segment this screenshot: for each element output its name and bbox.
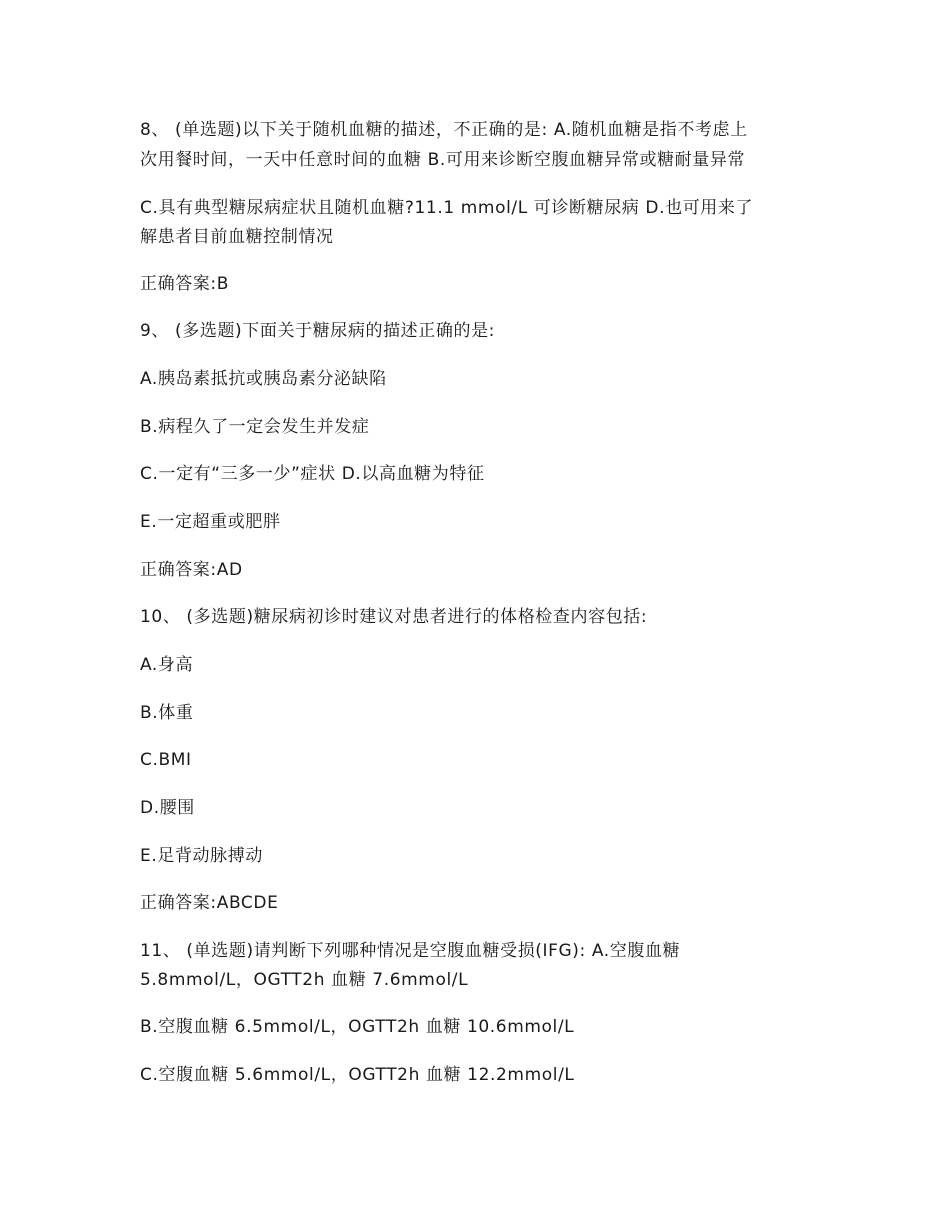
q11-option-b: B.空腹血糖 6.5mmol/L，OGTT2h 血糖 10.6mmol/L <box>140 1017 575 1037</box>
q8-answer: 正确答案:B <box>140 274 229 294</box>
q8-question-line-3: C.具有典型糖尿病症状且随机血糖?11.1 mmol/L 可诊断糖尿病 D.也可用来了 <box>140 198 754 218</box>
q10-answer: 正确答案:ABCDE <box>140 893 279 913</box>
q10-option-a: A.身高 <box>140 655 194 675</box>
q11-question-line-2: 5.8mmol/L，OGTT2h 血糖 7.6mmol/L <box>140 970 469 990</box>
q8-question-line-4: 解患者目前血糖控制情况 <box>140 227 334 247</box>
q9-option-b: B.病程久了一定会发生并发症 <box>140 417 370 437</box>
q9-question: 9、 (多选题)下面关于糖尿病的描述正确的是: <box>140 321 496 341</box>
q11-question-line-1: 11、 (单选题)请判断下列哪种情况是空腹血糖受损(IFG): A.空腹血糖 <box>140 941 681 961</box>
q10-option-c: C.BMI <box>140 750 192 770</box>
q8-question-line-2: 次用餐时间，一天中任意时间的血糖 B.可用来诊断空腹血糖异常或糖耐量异常 <box>140 150 746 170</box>
q8-question-line-1: 8、 (单选题)以下关于随机血糖的描述，不正确的是: A.随机血糖是指不考虑上 <box>140 120 748 140</box>
q9-answer: 正确答案:AD <box>140 560 243 580</box>
q10-question: 10、 (多选题)糖尿病初诊时建议对患者进行的体格检查内容包括: <box>140 607 648 627</box>
q10-option-e: E.足背动脉搏动 <box>140 846 263 866</box>
q10-option-b: B.体重 <box>140 703 194 723</box>
q9-option-e: E.一定超重或肥胖 <box>140 512 281 532</box>
q10-option-d: D.腰围 <box>140 798 195 818</box>
q11-option-c: C.空腹血糖 5.6mmol/L，OGTT2h 血糖 12.2mmol/L <box>140 1065 575 1085</box>
q9-option-cd: C.一定有“三多一少”症状 D.以高血糖为特征 <box>140 464 485 484</box>
q9-option-a: A.胰岛素抵抗或胰岛素分泌缺陷 <box>140 369 387 389</box>
